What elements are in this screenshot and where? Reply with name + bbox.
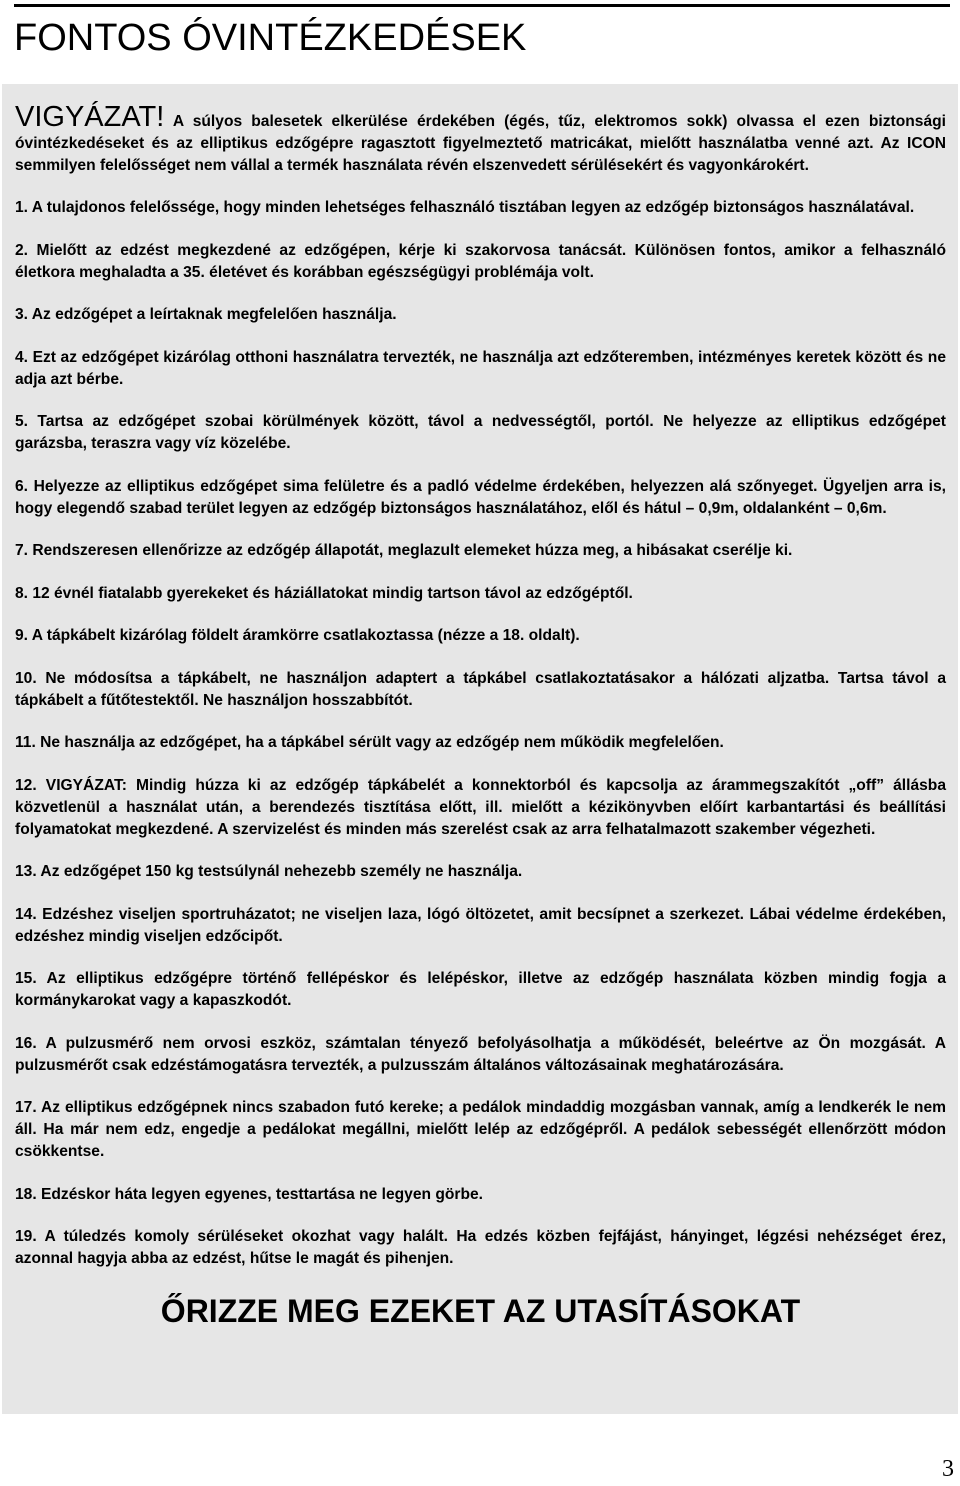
safety-panel (2, 84, 958, 1414)
intro-paragraph (15, 101, 946, 177)
precaution-item-15: 15. Az elliptikus edzőgépre történő fellépéskor és lelépéskor, illetve az edzőgép használata közben mindig fogja a kormánykarokat vagy a kapaszkodót. (15, 970, 946, 1009)
precaution-item-12: 12. VIGYÁZAT: Mindig húzza ki az edzőgép tápkábelét a konnektorból és kapcsolja az árammegszakítót „off” állásba közvetlenül a használat után, a berendezés tisztítása előtt, ill. mielőtt a kézikönyvben előírt karbantartási és beállítási folyamatokat megkezdené. A szervizelést és minden más szerelést csak az arra felhatalmazott szakember végezheti. (15, 776, 946, 838)
precaution-item-17: 17. Az elliptikus edzőgépnek nincs szabadon futó kereke; a pedálok mindaddig mozgásban vannak, amíg a lendkerék le nem áll. Ha már nem edz, engedje a pedálokat megállni, mielőtt lelép az edzőgépről. A pedálok sebességét ellenőrzött módon csökkentse. (15, 1099, 946, 1160)
page-number: 3 (942, 1456, 954, 1482)
precaution-item-1: 1. A tulajdonos felelőssége, hogy minden lehetséges felhasználó tisztában legyen az edzőgép biztonságos használatával. (15, 199, 915, 216)
precaution-item-11: 11. Ne használja az edzőgépet, ha a tápkábel sérült vagy az edzőgép nem működik megfelelően. (15, 734, 724, 751)
precaution-item-2: 2. Mielőtt az edzést megkezdené az edzőgépen, kérje ki szakorvosa tanácsát. Különösen fontos, amikor a felhasználó életkora meghaladta a 35. életévet és korábban egészségügyi problémája volt. (15, 241, 946, 281)
precaution-item-13: 13. Az edzőgépet 150 kg testsúlynál nehezebb személy ne használja. (15, 863, 523, 880)
closing-heading: ŐRIZZE MEG EZEKET AZ UTASÍTÁSOKAT (160, 1292, 801, 1329)
precaution-item-18: 18. Edzéskor háta legyen egyenes, testtartása ne legyen görbe. (15, 1185, 484, 1203)
precaution-item-3: 3. Az edzőgépet a leírtaknak megfelelően használja. (15, 306, 397, 323)
precaution-item-6: 6. Helyezze az elliptikus edzőgépet sima felületre és a padló védelme érdekében, helyezzen alá szőnyeget. Ügyeljen arra is, hogy elegendő szabad terület legyen az edzőgép biztonságos használatához, elől és hátul – 0,9m, oldalanként – 0,6m. (15, 477, 946, 517)
precaution-item-4: 4. Ezt az edzőgépet kizárólag otthoni használatra tervezték, ne használja azt edzőteremben, intézményes keretek között és ne adja azt bérbe. (15, 348, 946, 388)
page-title: FONTOS ÓVINTÉZKEDÉSEK (14, 17, 527, 59)
precaution-item-9: 9. A tápkábelt kizárólag földelt áramkörre csatlakoztassa (nézze a 18. oldalt). (15, 627, 580, 644)
intro-text: A súlyos balesetek elkerülése érdekében (égés, tűz, elektromos sokk) olvassa el ezen biztonsági óvintézkedéseket és az elliptikus edzőgépre ragasztott figyelmeztető matricákat, mielőtt használatba venné azt. Az ICON semmilyen felelősséget nem vállal a termék használata révén elszenvedett sérülésekért és vagyonkárokért. (15, 113, 946, 174)
warning-word: VIGYÁZAT! (15, 101, 165, 133)
precaution-item-5: 5. Tartsa az edzőgépet szobai körülmények között, távol a nedvességtől, portól. Ne helyezze az elliptikus edzőgépet garázsba, teraszra vagy víz közelébe. (15, 413, 946, 452)
precaution-item-14: 14. Edzéshez viseljen sportruházatot; ne viseljen laza, lógó öltözetet, amit becsípnet a szerkezet. Lábai védelme érdekében, edzéshez mindig viseljen edzőcipőt. (15, 905, 946, 945)
precaution-item-10: 10. Ne módosítsa a tápkábelt, ne használjon adaptert a tápkábel csatlakoztatásakor a hálózati aljzatba. Tartsa távol a tápkábelt a fűtőtestektől. Ne használjon hosszabbítót. (15, 669, 946, 709)
top-rule (14, 4, 950, 7)
precaution-item-16: 16. A pulzusmérő nem orvosi eszköz, számtalan tényező befolyásolhatja a működését, beleértve az Ön mozgását. A pulzusmérőt csak edzéstámogatásra tervezték, a pulzusszám általános változásainak meghatározására. (15, 1034, 946, 1074)
precaution-item-8: 8. 12 évnél fiatalabb gyerekeket és háziállatokat mindig tartson távol az edzőgéptől. (15, 584, 633, 602)
precaution-item-7: 7. Rendszeresen ellenőrizze az edzőgép állapotát, meglazult elemeket húzza meg, a hibásakat cserélje ki. (15, 542, 793, 559)
precaution-item-19: 19. A túledzés komoly sérüléseket okozhat vagy halált. Ha edzés közben fejfájást, hányinget, légzési nehézséget érez, azonnal hagyja abba az edzést, hűtse le magát és pihenjen. (15, 1228, 946, 1267)
